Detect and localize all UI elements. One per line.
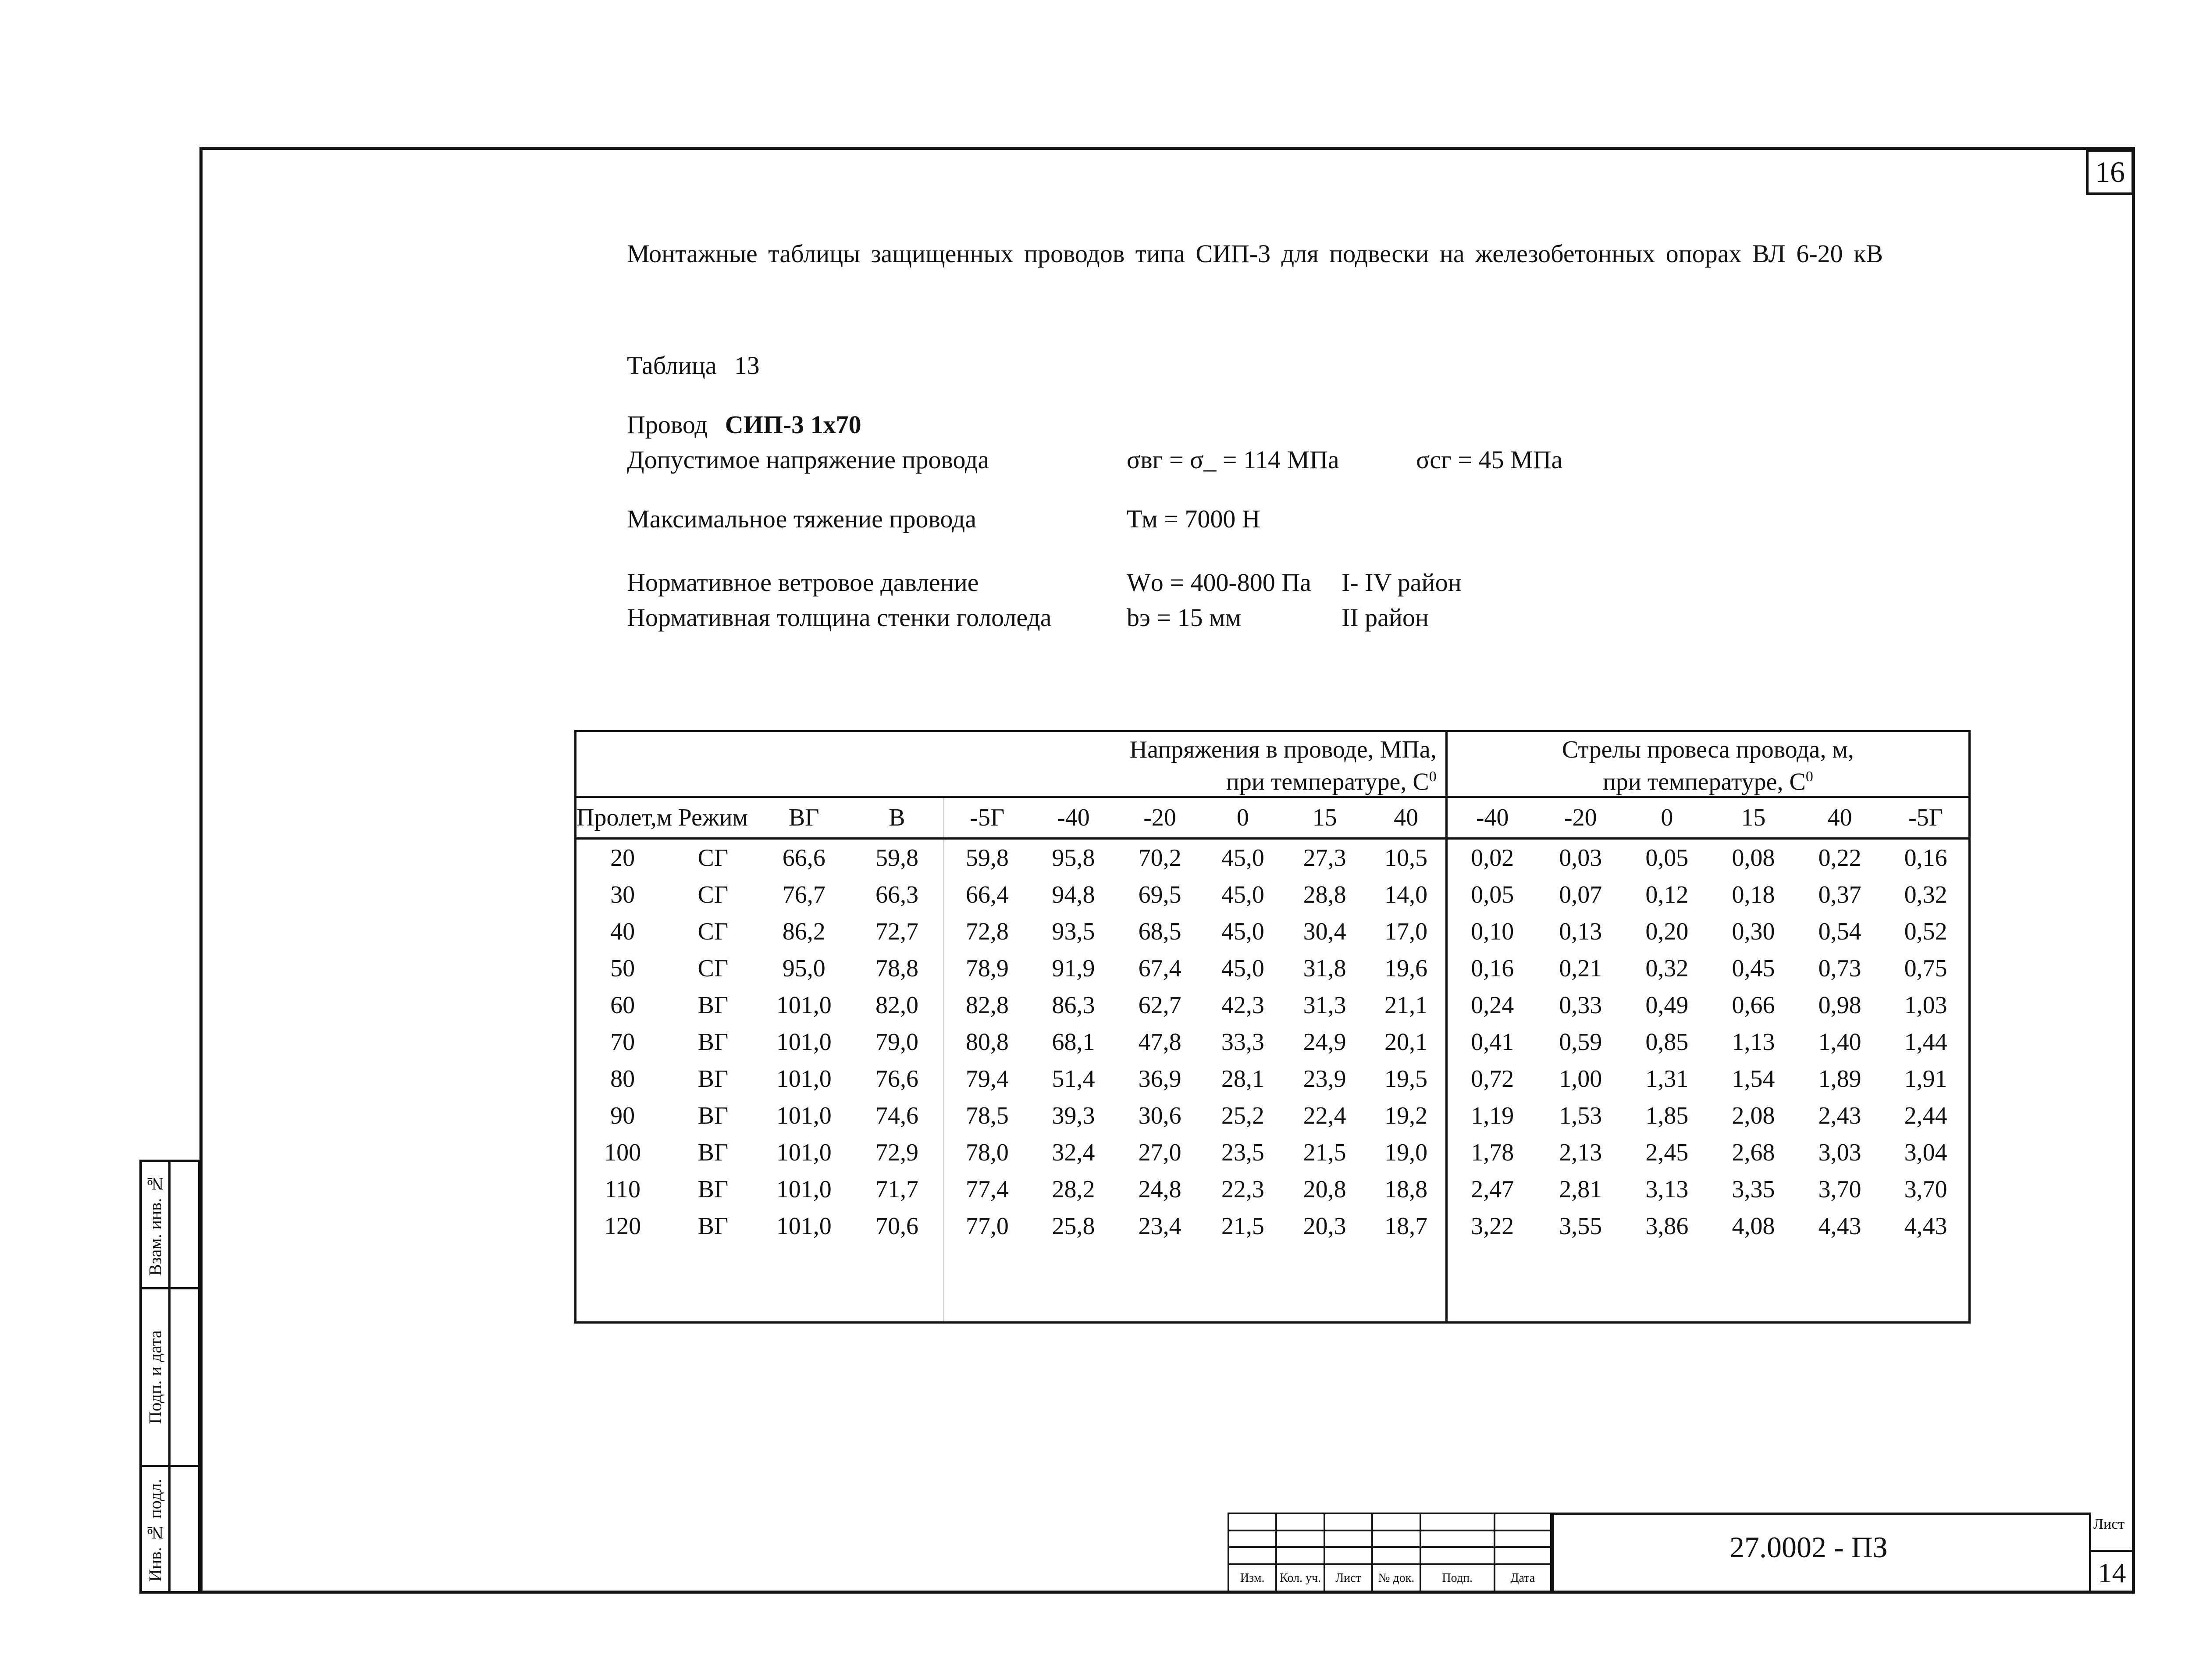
table-cell: 0,41: [1446, 1024, 1537, 1061]
table-cell: 45,0: [1221, 881, 1264, 908]
table-cell: 101,0: [776, 1065, 832, 1093]
table-cell: 27,3: [1303, 844, 1346, 872]
sag-header-line1: Стрелы провеса провода, м,: [1562, 736, 1854, 764]
table-label: Таблица: [627, 351, 717, 380]
table-cell: 66,4: [944, 876, 1030, 913]
ice-region: II район: [1342, 603, 1429, 632]
table-cell: 0,59: [1559, 1029, 1602, 1056]
side-label-replace-inv: Взам. инв. №: [145, 1174, 165, 1276]
table-cell: 60: [610, 992, 635, 1019]
table-cell: ВГ: [697, 1176, 729, 1203]
table-cell: 10,5: [1384, 844, 1428, 872]
table-cell: 0,49: [1645, 992, 1689, 1019]
table-cell: 77,0: [944, 1208, 1030, 1245]
table-cell: 120: [604, 1213, 641, 1240]
sag-header-line2: при температуре, $С^0$: [1602, 769, 1813, 796]
table-cell: 86,2: [782, 918, 826, 945]
column-header: 40: [1797, 797, 1883, 839]
table-cell: 1,44: [1904, 1029, 1947, 1056]
table-cell: 0,72: [1446, 1061, 1537, 1097]
table-cell: 19,0: [1384, 1139, 1428, 1166]
mounting-table: [574, 730, 1971, 1324]
table-cell: 94,8: [1052, 881, 1095, 908]
table-cell: 45,0: [1221, 918, 1264, 945]
table-cell: ВГ: [697, 1102, 729, 1129]
table-cell: 32,4: [1052, 1139, 1095, 1166]
header-group-row: [576, 731, 1970, 797]
table-row: [576, 1171, 1970, 1208]
table-cell: 23,5: [1221, 1139, 1264, 1166]
table-cell: 21,1: [1384, 992, 1428, 1019]
table-cell: 66,3: [875, 881, 918, 908]
table-cell: 28,8: [1303, 881, 1346, 908]
table-cell: 101,0: [776, 992, 832, 1019]
side-label-orig-inv: Инв. № подл.: [145, 1479, 165, 1582]
table-cell: СГ: [697, 955, 729, 982]
table-cell: 67,4: [1138, 955, 1181, 982]
sheet-label: Лист: [2093, 1516, 2125, 1532]
table-row: [576, 1134, 1970, 1171]
wire-name: СИП-3 1х70: [725, 410, 861, 439]
table-cell: 78,8: [875, 955, 918, 982]
column-header-row: [576, 797, 1970, 839]
table-cell: 0,24: [1446, 987, 1537, 1024]
column-header: В: [850, 797, 944, 839]
column-header: -5Г: [944, 797, 1030, 839]
stress-header-line2: при температуре, $С^0$: [1226, 769, 1437, 796]
table-cell: 78,9: [944, 950, 1030, 987]
table-cell: 3,13: [1645, 1176, 1689, 1203]
table-cell: 1,13: [1732, 1029, 1775, 1056]
table-cell: 0,05: [1446, 876, 1537, 913]
table-cell: 21,5: [1303, 1139, 1346, 1166]
table-cell: 28,1: [1221, 1065, 1264, 1093]
table-cell: 82,0: [875, 992, 918, 1019]
table-cell: ВГ: [697, 992, 729, 1019]
table-cell: 2,81: [1559, 1176, 1602, 1203]
table-cell: 101,0: [776, 1102, 832, 1129]
table-cell: 72,8: [944, 913, 1030, 950]
table-cell: 91,9: [1052, 955, 1095, 982]
column-header: Пролет,м: [576, 797, 669, 839]
table-cell: 78,5: [944, 1097, 1030, 1134]
table-cell: 3,04: [1904, 1139, 1947, 1166]
table-cell: 42,3: [1221, 992, 1264, 1019]
table-cell: 0,54: [1818, 918, 1861, 945]
table-cell: 95,0: [782, 955, 826, 982]
table-row: [576, 987, 1970, 1024]
table-cell: 23,4: [1138, 1213, 1181, 1240]
revision-header-cell: Лист: [1324, 1564, 1372, 1593]
table-cell: 0,16: [1446, 950, 1537, 987]
revision-header-cell: Подп.: [1420, 1564, 1495, 1593]
table-cell: 36,9: [1138, 1065, 1181, 1093]
table-cell: 72,7: [875, 918, 918, 945]
table-row: [576, 913, 1970, 950]
table-cell: 0,52: [1904, 918, 1947, 945]
column-header: Режим: [669, 797, 757, 839]
table-cell: 39,3: [1052, 1102, 1095, 1129]
table-cell: 100: [604, 1139, 641, 1166]
revision-header-row: [1228, 1564, 1551, 1593]
table-cell: 0,85: [1645, 1029, 1689, 1056]
table-cell: 3,70: [1904, 1176, 1947, 1203]
table-cell: 2,45: [1645, 1139, 1689, 1166]
table-row: [576, 876, 1970, 913]
table-cell: 95,8: [1052, 844, 1095, 872]
table-cell: 101,0: [776, 1176, 832, 1203]
table-cell: 0,10: [1446, 913, 1537, 950]
table-cell: 0,12: [1645, 881, 1689, 908]
table-cell: 0,73: [1818, 955, 1861, 982]
table-cell: 4,43: [1818, 1213, 1861, 1240]
table-cell: 70,2: [1138, 844, 1181, 872]
table-cell: ВГ: [697, 1065, 729, 1093]
table-cell: 31,3: [1303, 992, 1346, 1019]
table-cell: 0,13: [1559, 918, 1602, 945]
table-cell: 25,2: [1221, 1102, 1264, 1129]
table-cell: 0,16: [1904, 844, 1947, 872]
table-cell: 30: [610, 881, 635, 908]
column-header: -20: [1537, 797, 1624, 839]
wind-label: Нормативное ветровое давление: [627, 568, 979, 597]
table-cell: 3,22: [1446, 1208, 1537, 1245]
table-cell: 0,30: [1732, 918, 1775, 945]
table-cell: ВГ: [697, 1213, 729, 1240]
table-cell: 3,35: [1732, 1176, 1775, 1203]
table-cell: 30,6: [1138, 1102, 1181, 1129]
table-row: [576, 950, 1970, 987]
table-cell: 66,6: [782, 844, 826, 872]
table-cell: 0,32: [1904, 881, 1947, 908]
table-cell: 21,5: [1221, 1213, 1264, 1240]
revision-grid: [1228, 1513, 1552, 1594]
table-cell: 24,9: [1303, 1029, 1346, 1056]
table-cell: 77,4: [944, 1171, 1030, 1208]
table-cell: 51,4: [1052, 1065, 1095, 1093]
table-cell: 70,6: [875, 1213, 918, 1240]
table-cell: 33,3: [1221, 1029, 1264, 1056]
table-cell: 1,40: [1818, 1029, 1861, 1056]
table-number: 13: [734, 351, 760, 380]
table-row: [576, 839, 1970, 877]
table-cell: 0,66: [1732, 992, 1775, 1019]
table-cell: 0,33: [1559, 992, 1602, 1019]
table-row: [576, 1208, 1970, 1245]
table-cell: 0,98: [1818, 992, 1861, 1019]
table-cell: 78,0: [944, 1134, 1030, 1171]
table-cell: 93,5: [1052, 918, 1095, 945]
table-cell: 2,43: [1818, 1102, 1861, 1129]
table-cell: 1,31: [1645, 1065, 1689, 1093]
table-cell: 4,08: [1732, 1213, 1775, 1240]
table-cell: 3,03: [1818, 1139, 1861, 1166]
allowed-stress-label: Допустимое напряжение провода: [627, 445, 989, 474]
table-cell: 74,6: [875, 1102, 918, 1129]
table-cell: 70: [610, 1029, 635, 1056]
wire-line: [627, 410, 861, 439]
ice-value: bэ = 15 мм: [1127, 603, 1242, 632]
table-cell: 101,0: [776, 1139, 832, 1166]
avg-stress-value: σсг = 45 МПа: [1416, 445, 1563, 474]
table-cell: 1,78: [1446, 1134, 1537, 1171]
column-header: ВГ: [757, 797, 850, 839]
table-cell: 0,45: [1732, 955, 1775, 982]
column-header: -5Г: [1883, 797, 1969, 839]
table-cell: 0,07: [1559, 881, 1602, 908]
table-cell: 80: [610, 1065, 635, 1093]
table-cell: 19,5: [1384, 1065, 1428, 1093]
table-cell: 2,47: [1446, 1171, 1537, 1208]
revision-header-cell: Дата: [1495, 1564, 1551, 1593]
table-cell: 19,2: [1384, 1102, 1428, 1129]
table-cell: 17,0: [1384, 918, 1428, 945]
table-cell: 14,0: [1384, 881, 1428, 908]
table-cell: СГ: [697, 881, 729, 908]
table-cell: 1,54: [1732, 1065, 1775, 1093]
table-cell: 82,8: [944, 987, 1030, 1024]
table-cell: ВГ: [697, 1139, 729, 1166]
table-cell: 30,4: [1303, 918, 1346, 945]
table-cell: 101,0: [776, 1213, 832, 1240]
table-cell: 0,08: [1732, 844, 1775, 872]
table-cell: 45,0: [1221, 955, 1264, 982]
table-cell: 25,8: [1052, 1213, 1095, 1240]
table-cell: 0,37: [1818, 881, 1861, 908]
max-tension-value: Тм = 7000 Н: [1127, 505, 1260, 533]
column-header: -40: [1030, 797, 1117, 839]
table-cell: 3,55: [1559, 1213, 1602, 1240]
table-row: [576, 1061, 1970, 1097]
wind-region: I- IV район: [1342, 568, 1462, 597]
table-cell: 20,3: [1303, 1213, 1346, 1240]
table-cell: 0,22: [1818, 844, 1861, 872]
table-cell: 68,1: [1052, 1029, 1095, 1056]
table-cell: 59,8: [944, 839, 1030, 877]
table-cell: 1,19: [1446, 1097, 1537, 1134]
table-cell: 0,21: [1559, 955, 1602, 982]
table-row: [576, 1097, 1970, 1134]
table-cell: 76,6: [875, 1065, 918, 1093]
column-header: 15: [1710, 797, 1797, 839]
column-header: 40: [1367, 797, 1447, 839]
table-cell: 40: [610, 918, 635, 945]
table-caption: [627, 351, 760, 380]
table-cell: 69,5: [1138, 881, 1181, 908]
table-cell: 19,6: [1384, 955, 1428, 982]
table-cell: 68,5: [1138, 918, 1181, 945]
table-cell: 80,8: [944, 1024, 1030, 1061]
column-header: 0: [1203, 797, 1283, 839]
table-cell: 20,8: [1303, 1176, 1346, 1203]
table-cell: 27,0: [1138, 1139, 1181, 1166]
side-label-sign-date: Подп. и дата: [145, 1330, 165, 1424]
stress-group-header: [576, 731, 1447, 797]
table-cell: 101,0: [776, 1029, 832, 1056]
table-cell: 1,03: [1904, 992, 1947, 1019]
table-cell: 0,05: [1645, 844, 1689, 872]
revision-header-cell: Изм.: [1228, 1564, 1276, 1593]
table-cell: 22,3: [1221, 1176, 1264, 1203]
table-cell: 76,7: [782, 881, 826, 908]
table-cell: 1,89: [1818, 1065, 1861, 1093]
table-cell: 2,68: [1732, 1139, 1775, 1166]
table-cell: 50: [610, 955, 635, 982]
table-cell: 47,8: [1138, 1029, 1181, 1056]
sag-group-header: [1446, 731, 1969, 797]
stress-header-line1: Напряжения в проводе, МПа,: [1129, 736, 1437, 764]
table-cell: 3,86: [1645, 1213, 1689, 1240]
table-cell: 1,91: [1904, 1065, 1947, 1093]
table-row: [576, 1024, 1970, 1061]
table-cell: 86,3: [1052, 992, 1095, 1019]
table-cell: 79,0: [875, 1029, 918, 1056]
wind-value: Wо = 400-800 Па: [1127, 568, 1311, 597]
table-cell: 23,9: [1303, 1065, 1346, 1093]
table-cell: 90: [610, 1102, 635, 1129]
revision-header-cell: Кол. уч.: [1276, 1564, 1324, 1593]
table-cell: 0,75: [1904, 955, 1947, 982]
table-cell: 31,8: [1303, 955, 1346, 982]
table-cell: 20,1: [1384, 1029, 1428, 1056]
sheet-number: 14: [2089, 1550, 2135, 1594]
table-cell: 0,20: [1645, 918, 1689, 945]
table-cell: 0,32: [1645, 955, 1689, 982]
table-cell: СГ: [697, 844, 729, 872]
table-cell: 1,00: [1559, 1065, 1602, 1093]
table-cell: 110: [605, 1176, 641, 1203]
wire-label: Провод: [627, 410, 708, 439]
allowed-stress-value: σвг = σ_ = 114 МПа: [1127, 445, 1339, 474]
table-cell: 2,13: [1559, 1139, 1602, 1166]
document-code: 27.0002 - ПЗ: [1729, 1531, 1888, 1564]
table-cell: 4,43: [1904, 1213, 1947, 1240]
table-cell: 20: [610, 844, 635, 872]
max-tension-label: Максимальное тяжение провода: [627, 505, 977, 533]
table-cell: 45,0: [1221, 844, 1264, 872]
table-cell: 62,7: [1138, 992, 1181, 1019]
top-sheet-number: 16: [2086, 149, 2134, 195]
table-cell: 24,8: [1138, 1176, 1181, 1203]
table-cell: 2,08: [1732, 1102, 1775, 1129]
table-cell: 59,8: [875, 844, 918, 872]
table-cell: СГ: [697, 918, 729, 945]
column-header: 0: [1624, 797, 1710, 839]
column-header: -20: [1117, 797, 1203, 839]
table-cell: 18,8: [1384, 1176, 1428, 1203]
table-cell: 2,44: [1904, 1102, 1947, 1129]
table-cell: 0,18: [1732, 881, 1775, 908]
column-header: -40: [1446, 797, 1537, 839]
column-header: 15: [1283, 797, 1367, 839]
table-cell: ВГ: [697, 1029, 729, 1056]
table-cell: 71,7: [875, 1176, 918, 1203]
table-cell: 18,7: [1384, 1213, 1428, 1240]
table-filler-row: [576, 1245, 1970, 1323]
side-stamp-strip: [139, 1160, 201, 1594]
table-cell: 1,53: [1559, 1102, 1602, 1129]
table-cell: 3,70: [1818, 1176, 1861, 1203]
revision-header-cell: № док.: [1372, 1564, 1420, 1593]
table-cell: 0,02: [1446, 839, 1537, 877]
table-cell: 1,85: [1645, 1102, 1689, 1129]
table-cell: 79,4: [944, 1061, 1030, 1097]
table-cell: 28,2: [1052, 1176, 1095, 1203]
table-cell: 72,9: [875, 1139, 918, 1166]
document-title: Монтажные таблицы защищенных проводов типа СИП-3 для подвески на железобетонных опорах ВЛ 6-20 кВ: [627, 239, 1883, 268]
ice-label: Нормативная толщина стенки гололеда: [627, 603, 1052, 632]
table-cell: 0,03: [1559, 844, 1602, 872]
table-cell: 22,4: [1303, 1102, 1346, 1129]
